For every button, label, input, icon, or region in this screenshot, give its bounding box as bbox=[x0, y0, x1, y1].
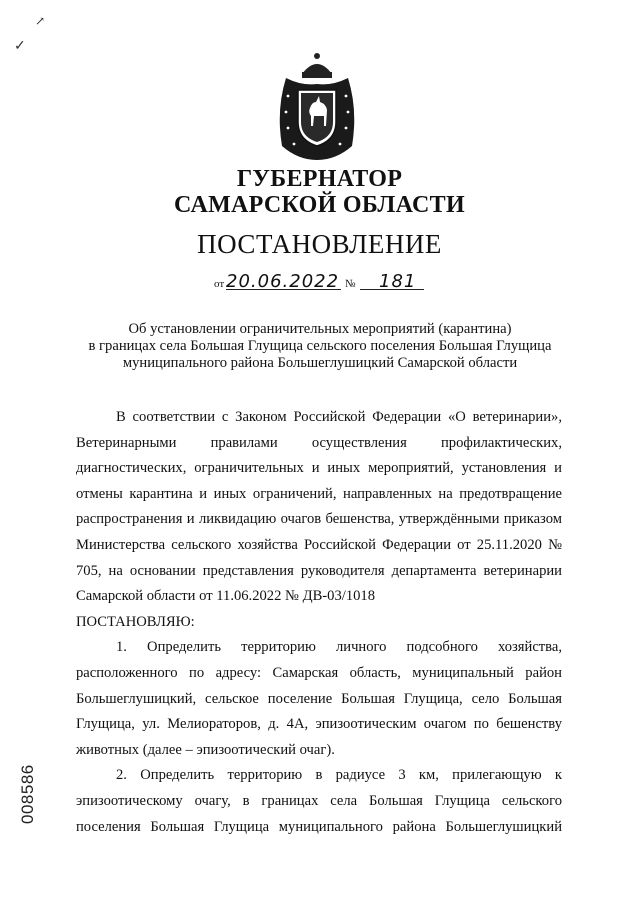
registration-stamp-number: 008586 bbox=[18, 764, 37, 824]
coat-of-arms-icon bbox=[272, 50, 362, 162]
number-prefix: № bbox=[345, 278, 356, 290]
item-1-paragraph: 1. Определить территорию личного подсобного хозяйства, расположенного по адресу: Самарская область, муниципальный район Большеглушицкий, сельское поселение Большая Глущица, село Большая Глущица, ул. Мелиораторов, д. 4А, эпизоотическим очагом по бешенству животных (далее – эпизоотический очаг). bbox=[76, 639, 562, 758]
organization-name-line2: САМАРСКОЙ ОБЛАСТИ bbox=[174, 192, 465, 218]
date-prefix: от bbox=[214, 278, 225, 290]
check-mark: ✓ bbox=[14, 39, 26, 54]
preamble-paragraph: В соответствии с Законом Российской Федерации «О ветеринарии», Ветеринарными правилами осуществления профилактических, диагностических, ограничительных и иных мероприятий, установления и отмены карантина и иных ограничений, направленных на предотвращение распространения и ликвидацию очагов бешенства, утверждёнными приказом Министерства сельского хозяйства Российской Федерации от 25.11.2020 № 705, на основании представления руководителя департамента ветеринарии Самарской области от 11.06.2022 № ДВ-03/1018 bbox=[76, 409, 562, 605]
date-number-line bbox=[214, 272, 434, 292]
title-line: в границах села Большая Глущица сельского поселения Большая Глущица bbox=[88, 338, 552, 354]
corner-mark: ↗ bbox=[35, 14, 46, 28]
handwritten-number: 181 bbox=[379, 271, 417, 292]
document-body bbox=[76, 405, 562, 840]
document-type-heading: ПОСТАНОВЛЕНИЕ bbox=[197, 229, 442, 259]
handwritten-date: 20.06.2022 bbox=[226, 271, 340, 292]
title-line: Об установлении ограничительных мероприятий (карантина) bbox=[128, 321, 512, 337]
title-line: муниципального района Большеглушицкий Самарской области bbox=[122, 355, 518, 371]
item-2-paragraph: 2. Определить территорию в радиусе 3 км, прилегающую к эпизоотическому очагу, в границах села Большая Глущица сельского поселения Большая Глущица муниципального района Большеглушицкий bbox=[76, 767, 562, 835]
document-title bbox=[70, 321, 570, 372]
organization-name-line1: ГУБЕРНАТОР bbox=[236, 166, 403, 192]
decree-word: ПОСТАНОВЛЯЮ: bbox=[76, 613, 195, 630]
